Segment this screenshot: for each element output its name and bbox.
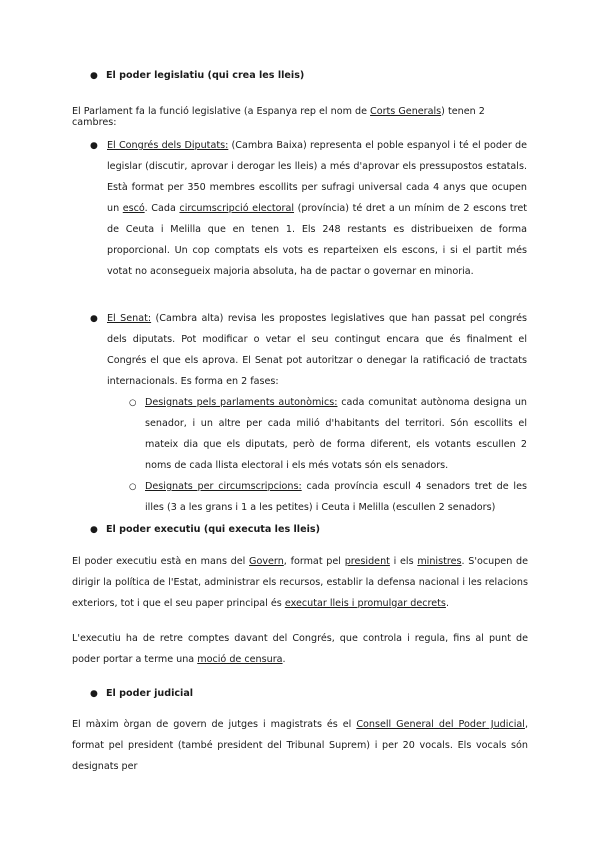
link-corts-generals: Corts Generals	[370, 106, 442, 117]
heading-judicial: El poder judicial	[106, 688, 194, 699]
term-circumscripcio: circumscripció electoral	[179, 203, 295, 214]
bullet-icon: ●	[90, 314, 98, 324]
paragraph-executiu-1: El poder executiu està en mans del Govern, format pel president i els ministres. S'ocupen de dirigir la política de l'Estat, administrar els recursos, establir la defensa nacional i les relacions exteriors, tot i que el seu paper principal és executar lleis i promulgar decrets.	[72, 556, 528, 609]
bullet-icon: ●	[90, 71, 98, 81]
bullet-icon: ●	[90, 689, 98, 699]
paragraph-intro: El Parlament fa la funció legislative (a Espanya rep el nom de Corts Generals) tenen 2 cambres:	[72, 106, 485, 128]
paragraph-senat-sub1: Designats pels parlaments autonòmics: cada comunitat autònoma designa un senador, i un altre per cada milió d'habitants del territori. Són escollits el mateix dia que els diputats, però de forma diferent, els votants escullen 2 noms de cada llista electoral i els més votats són els senadors.	[145, 397, 527, 471]
term-parlaments-autonomics: Designats pels parlaments autonòmics:	[145, 397, 338, 408]
term-cgpj: Consell General del Poder Judicial	[356, 719, 525, 730]
paragraph-senat-sub2: Designats per circumscripcions: cada província escull 4 senadors tret de les illes (3 a les grans i 1 a les petites) i Ceuta i Melilla (escullen 2 senadors)	[145, 481, 527, 513]
bullet-icon: ●	[90, 525, 98, 535]
term-president: president	[344, 556, 390, 567]
term-ministres: ministres	[417, 556, 462, 567]
heading-executiu: El poder executiu (qui executa les lleis)	[106, 524, 320, 535]
term-congres: El Congrés dels Diputats:	[107, 140, 229, 151]
heading-legislatiu: El poder legislatiu (qui crea les lleis)	[106, 70, 305, 81]
term-senat: El Senat:	[107, 313, 152, 324]
term-govern: Govern	[249, 556, 284, 567]
term-circumscripcions: Designats per circumscripcions:	[145, 481, 302, 492]
sub-bullet-icon: ○	[129, 482, 137, 492]
term-mocio-censura: moció de censura	[197, 654, 283, 665]
paragraph-congres: El Congrés dels Diputats: (Cambra Baixa) representa el poble espanyol i té el poder de legislar (discutir, aprovar i derogar les lleis) a més d'aprovar els pressupostos estatals. Està format per 350 membres escollits per sufragi universal cada 4 anys que ocupen un escó. Cada circumscripció electoral (província) té dret a un mínim de 2 escons tret de Ceuta i Melilla que en tenen 1. Els 248 restants es distribueixen de forma proporcional. Un cop comptats els vots es reparteixen els escons, i si el partit més votat no aconsegueix majoria absoluta, ha de pactar o governar en minoria.	[107, 140, 527, 277]
term-esco: escó	[122, 203, 145, 214]
bullet-icon: ●	[90, 141, 98, 151]
paragraph-executiu-2: L'executiu ha de retre comptes davant del Congrés, que controla i regula, fins al punt de poder portar a terme una moció de censura.	[72, 633, 528, 665]
term-executar-lleis: executar lleis i promulgar decrets	[284, 598, 446, 609]
paragraph-judicial: El màxim òrgan de govern de jutges i magistrats és el Consell General del Poder Judicial, format pel president (també president del Tribunal Suprem) i per 20 vocals. Els vocals són designats per	[72, 719, 528, 772]
sub-bullet-icon: ○	[129, 398, 137, 408]
paragraph-senat: El Senat: (Cambra alta) revisa les propostes legislatives que han passat pel congrés dels diputats. Pot modificar o vetar el seu contingut encara que és finalment el Congrés el que els aprova. El Senat pot autoritzar o denegar la ratificació de tractats internacionals. Es forma en 2 fases:	[107, 313, 528, 387]
